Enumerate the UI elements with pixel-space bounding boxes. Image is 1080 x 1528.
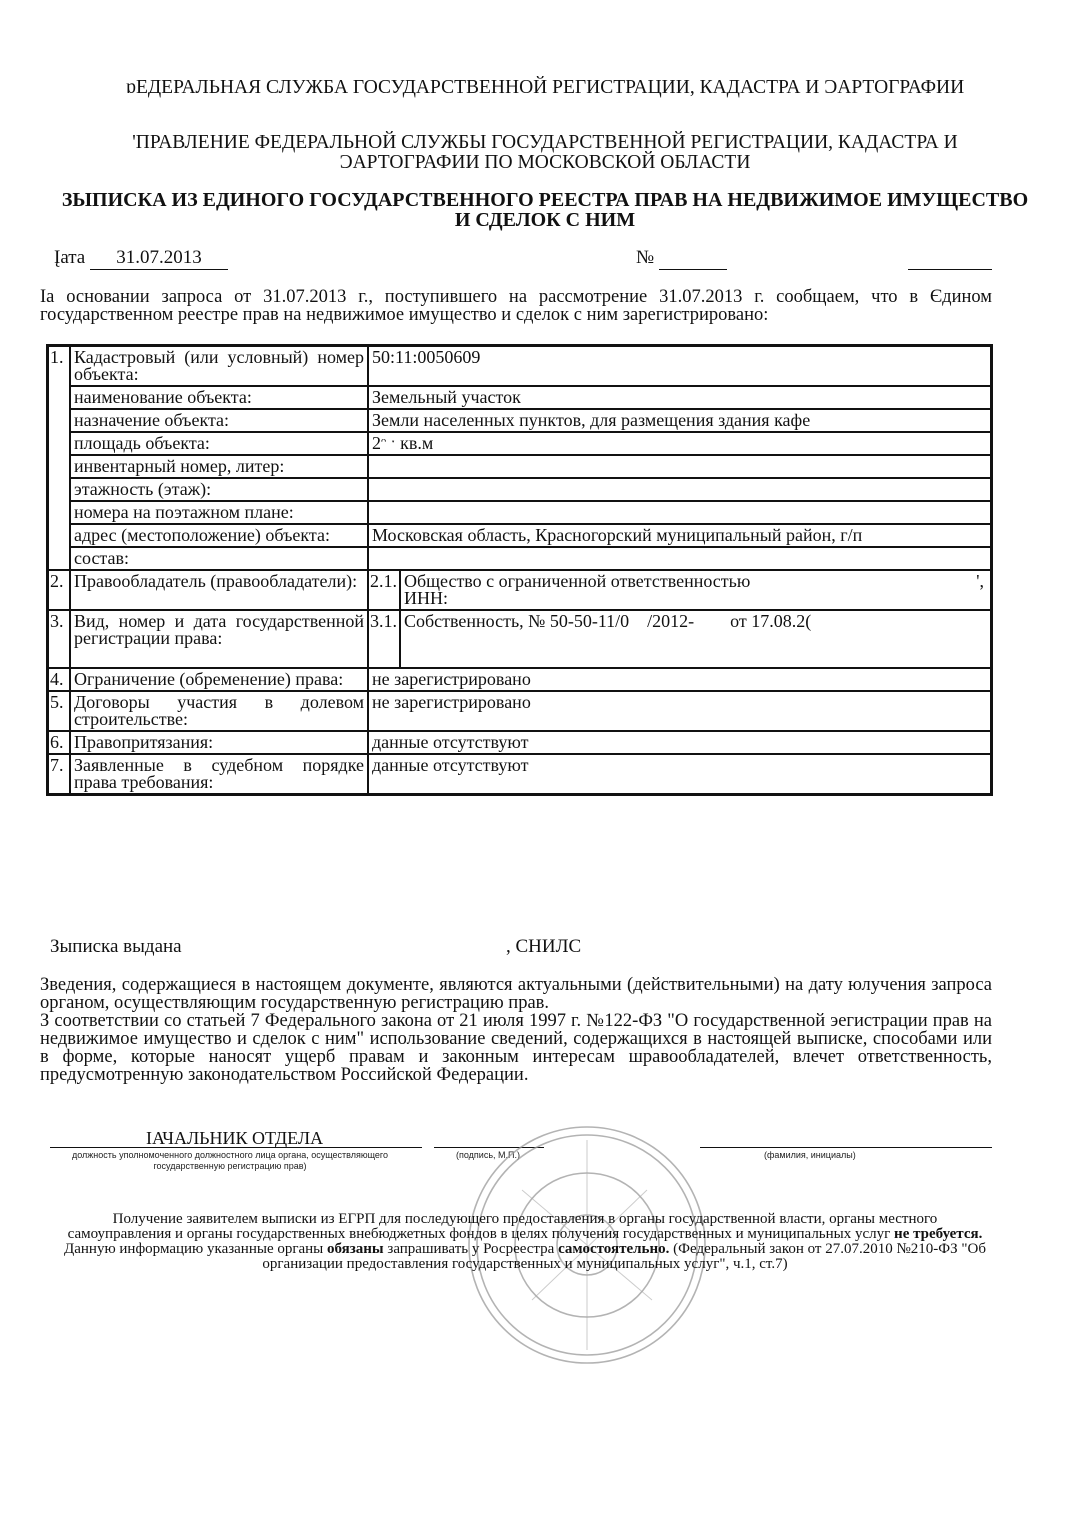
table-row xyxy=(48,478,992,501)
inventory-value xyxy=(368,455,992,478)
composition-value xyxy=(368,547,992,570)
date-label: Įата xyxy=(54,247,86,268)
floors-label: этажность (этаж): xyxy=(70,478,368,501)
table-row xyxy=(48,501,992,524)
row-number: 5. xyxy=(48,691,71,731)
position-title: ІАЧАЛЬНИК ОТДЕЛА xyxy=(146,1128,324,1148)
owner-label: Правообладатель (правообладатели): xyxy=(70,570,368,610)
row-number: 7. xyxy=(48,754,71,795)
position-caption: должность уполномоченного должностного лица органа, осуществляющего государственную регистрацию прав) xyxy=(71,1150,389,1171)
address-label: адрес (местоположение) объекта: xyxy=(70,524,368,547)
table-row xyxy=(48,547,992,570)
purpose-value: Земли населенных пунктов, для размещения здания кафе xyxy=(368,409,992,432)
document-title: ЗЫПИСКА ИЗ ЕДИНОГО ГОСУДАРСТВЕННОГО РЕЕСТРА ПРАВ НА НЕДВИЖИМОЕ ИМУЩЕСТВО И СДЕЛОК С НИМ xyxy=(61,189,1029,231)
floor-plan-label: номера на поэтажном плане: xyxy=(70,501,368,524)
shared-construction-label: Договоры участия в долевом строительстве: xyxy=(70,691,368,731)
number-label: № xyxy=(636,247,655,268)
name-caption: (фамилия, инициалы) xyxy=(764,1150,856,1160)
row-number: 3. xyxy=(48,610,71,668)
department-name: 'ПРАВЛЕНИЕ ФЕДЕРАЛЬНОЙ СЛУЖБЫ ГОСУДАРСТВЕННОЙ РЕГИСТРАЦИИ, КАДАСТРА И ƆАРТОГРАФИИ ПО МОСКОВСКОЙ ОБЛАСТИ xyxy=(132,132,958,173)
blank-line xyxy=(908,247,992,270)
area-value: 2ᵔ ˑ кв.м xyxy=(368,432,992,455)
table-row xyxy=(48,432,992,455)
table-row xyxy=(48,409,992,432)
row-number: 6. xyxy=(48,731,71,754)
snils-label: , СНИЛС xyxy=(506,936,582,957)
issued-label: Зыписка выдана xyxy=(50,936,182,957)
signature-caption: (подпись, М.П.) xyxy=(456,1150,520,1160)
object-name-label: наименование объекта: xyxy=(70,386,368,409)
encumbrance-value: не зарегистрировано xyxy=(368,668,992,691)
table-row xyxy=(48,731,992,754)
not-required-text: не требуется. xyxy=(894,1226,983,1242)
row-number: 1. xyxy=(48,346,71,571)
organization-name: ɒЕДЕРАЛЬНАЯ СЛУЖБА ГОСУДАРСТВЕННОЙ РЕГИСТРАЦИИ, КАДАСТРА И ƆАРТОГРАФИИ xyxy=(125,77,965,98)
table-row xyxy=(48,524,992,547)
floors-value xyxy=(368,478,992,501)
notice-text: Получение заявителем выписки из ЕГРП для последующего предоставления в органы государственной власти, органы местного самоуправления и органы государственных внебюджетных фондов в целях получения государственных и муниципальных услуг не требуется. Данную информацию указанные органы обязаны запрашивать у Росреестра самостоятельно. (Федеральный закон от 27.07.2010 №210-ФЗ "Об организации предоставления государственных и муниципальных услуг", ч.1, ст.7) xyxy=(64,1211,986,1272)
independently-text: самостоятельно. xyxy=(558,1241,670,1257)
area-label: площадь объекта: xyxy=(70,432,368,455)
table-row xyxy=(48,455,992,478)
owner-inn: ИНН: xyxy=(404,588,448,608)
intro-text: Іа основании запроса от 31.07.2013 г., поступившего на рассмотрение 31.07.2013 г. сообщаем, что в Єдином государственном реестре прав на недвижимое имущество и сделок с ним зарегистрировано: xyxy=(40,287,992,325)
owner-value xyxy=(400,570,992,610)
obliged-text: обязаны xyxy=(327,1241,384,1257)
encumbrance-label: Ограничение (обременение) права: xyxy=(70,668,368,691)
legal-paragraph-1: Зведения, содержащиеся в настоящем документе, являются актуальными (действительными) на дату юлучения запроса органом, осуществляющим государственную регистрацию прав. xyxy=(40,975,992,1013)
cadastral-label: Кадастровый (или условный) номер объекта: xyxy=(70,346,368,387)
number-line xyxy=(636,247,727,270)
shared-construction-value: не зарегистрировано xyxy=(368,691,992,731)
owner-mark: ', xyxy=(976,571,984,591)
row-number: 4. xyxy=(48,668,71,691)
sub-number: 2.1. xyxy=(368,570,400,610)
table-row xyxy=(48,610,992,668)
table-row xyxy=(48,691,992,731)
composition-label: состав: xyxy=(70,547,368,570)
table-row xyxy=(48,754,992,795)
purpose-label: назначение объекта: xyxy=(70,409,368,432)
table-row xyxy=(48,668,992,691)
claims-label: Правопритязания: xyxy=(70,731,368,754)
inventory-label: инвентарный номер, литер: xyxy=(70,455,368,478)
table-row xyxy=(48,570,992,610)
registration-label: Вид, номер и дата государственной регистрации права: xyxy=(70,610,368,668)
claims-value: данные отсутствуют xyxy=(368,731,992,754)
table-row xyxy=(48,346,992,387)
court-claims-value: данные отсутствуют xyxy=(368,754,992,795)
date-line xyxy=(54,247,228,270)
court-claims-label: Заявленные в судебном порядке права требования: xyxy=(70,754,368,795)
floor-plan-value xyxy=(368,501,992,524)
legal-paragraph-2: З соответствии со статьей 7 Федерального закона от 21 июля 1997 г. №122-ФЗ "О государственной эегистрации прав на недвижимое имущество и сделок с ним" использование сведений, содержащихся в настоящей выписке, способами или в форме, которые наносят ущерб правам и законным интересам шравообладателей, влечет ответственность, предусмотренную законодательством Российской Федерации. xyxy=(40,1011,992,1085)
row-number: 2. xyxy=(48,570,71,610)
legal-text xyxy=(40,976,992,1084)
sub-number: 3.1. xyxy=(368,610,400,668)
owner-name: Общество с ограниченной ответственностью xyxy=(404,571,751,591)
date-value: 31.07.2013 xyxy=(90,247,228,270)
registration-value: Собственность, № 50-50-11/0 /2012- от 17.08.2( xyxy=(400,610,992,668)
table-row xyxy=(48,386,992,409)
cadastral-value: 50:11:0050609 xyxy=(368,346,992,387)
object-name-value: Земельный участок xyxy=(368,386,992,409)
registry-table xyxy=(46,344,993,796)
address-value: Московская область, Красногорский муниципальный район, г/п xyxy=(368,524,992,547)
